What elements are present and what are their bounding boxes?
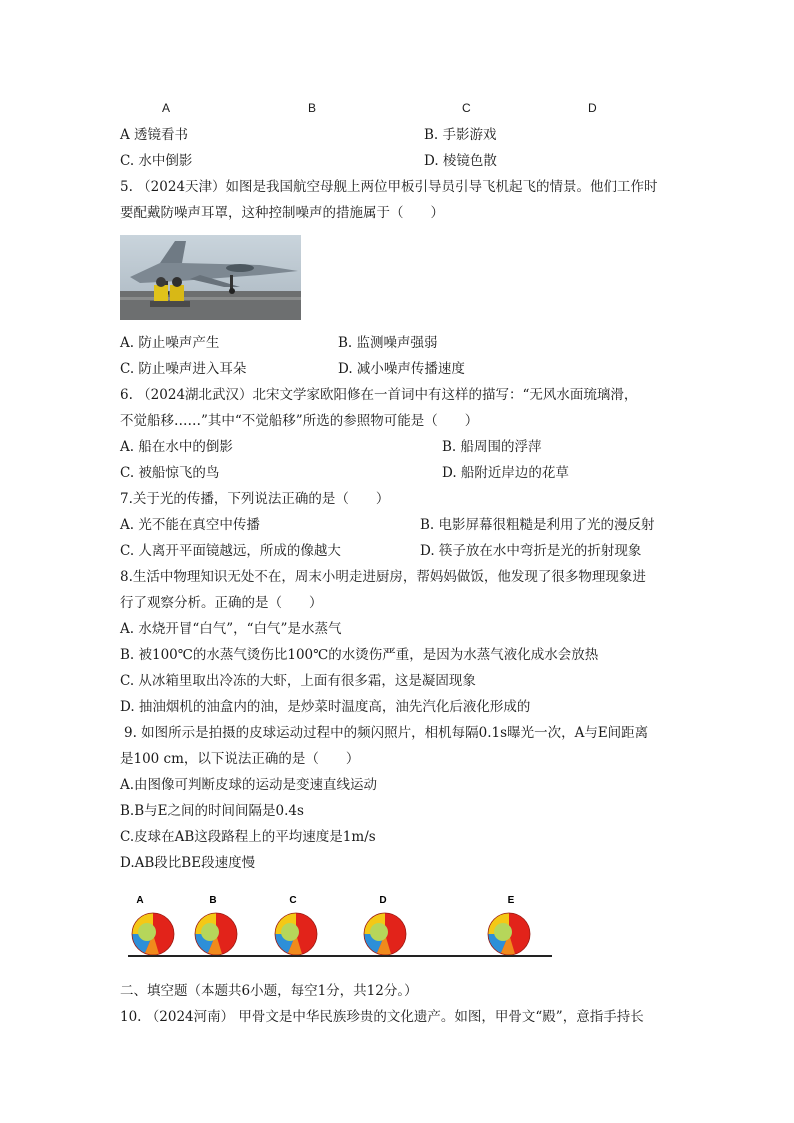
q5-stem-line2: 要配戴防噪声耳罩，这种控制噪声的措施属于（ ） [120, 205, 444, 221]
q6-option-a: A. 船在水中的倒影 [120, 439, 233, 455]
q6-option-c: C. 被船惊飞的鸟 [120, 465, 220, 481]
ball-e [488, 913, 530, 955]
jet-on-deck-illustration [120, 235, 301, 320]
q5-option-a: A. 防止噪声产生 [120, 335, 220, 351]
option-image-label-d: D [588, 101, 597, 115]
ball-label-d: D [379, 895, 387, 906]
ball-label-c: C [289, 895, 297, 906]
ball-label-a: A [136, 895, 144, 906]
ball-c [275, 913, 317, 955]
q9-option-a: A.由图像可判断皮球的运动是变速直线运动 [120, 777, 378, 793]
q7-stem: 7.关于光的传播，下列说法正确的是（ ） [120, 491, 390, 507]
q5-option-d: D. 减小噪声传播速度 [338, 361, 465, 377]
q4-option-d: D. 棱镜色散 [424, 153, 497, 169]
q4-option-a: A 透镜看书 [120, 127, 189, 143]
ball-label-e: E [507, 895, 515, 906]
q8-option-d: D. 抽油烟机的油盒内的油，是炒菜时温度高，油先汽化后液化形成的 [120, 699, 531, 715]
q6-stem-line1: 6. （2024湖北武汉）北宋文学家欧阳修在一首词中有这样的描写：“无风水面琉璃滑， [120, 387, 638, 403]
q8-option-b: B. 被100℃的水蒸气烫伤比100℃的水烫伤严重，是因为水蒸气液化成水会放热 [120, 647, 599, 663]
option-image-label-c: C [462, 101, 471, 115]
q9-option-c: C.皮球在AB这段路程上的平均速度是1m/s [120, 829, 376, 845]
option-image-label-b: B [308, 101, 317, 115]
q7-option-a: A. 光不能在真空中传播 [120, 517, 260, 533]
q7-option-d: D. 筷子放在水中弯折是光的折射现象 [420, 543, 642, 559]
q9-option-b: B.B与E之间的时间间隔是0.4s [120, 803, 304, 819]
q9-stem-line1: 9. 如图所示是拍摄的皮球运动过程中的频闪照片，相机每隔0.1s曝光一次，A与E间距离 [124, 725, 649, 741]
q6-option-d: D. 船附近岸边的花草 [442, 465, 569, 481]
q8-option-c: C. 从冰箱里取出冷冻的大虾，上面有很多霜，这是凝固现象 [120, 673, 476, 689]
ball-a [132, 913, 174, 955]
q8-stem-line2: 行了观察分析。正确的是（ ） [120, 595, 323, 611]
q10-stem-line1: 10. （2024河南） 甲骨文是中华民族珍贵的文化遗产。如图，甲骨文“殿”，意指手持长 [120, 1009, 644, 1025]
q4-option-c: C. 水中倒影 [120, 153, 193, 169]
q8-option-a: A. 水烧开冒“白气”，“白气”是水蒸气 [120, 621, 342, 637]
q9-stem-line2: 是100 cm，以下说法正确的是（ ） [120, 751, 360, 767]
ball-d [364, 913, 406, 955]
q6-stem-line2: 不觉船移……”其中“不觉船移”所选的参照物可能是（ ） [120, 413, 479, 429]
q9-option-d: D.AB段比BE段速度慢 [120, 855, 256, 871]
q5-option-c: C. 防止噪声进入耳朵 [120, 361, 247, 377]
section-two-heading: 二、填空题（本题共6小题，每空1分，共12分。） [120, 983, 418, 999]
q8-stem-line1: 8.生活中物理知识无处不在，周末小明走进厨房，帮妈妈做饭，他发现了很多物理现象进 [120, 569, 646, 585]
q7-option-b: B. 电影屏幕很粗糙是利用了光的漫反射 [420, 517, 655, 533]
aircraft-carrier-photo [120, 235, 301, 320]
ball-label-b: B [209, 895, 217, 906]
q7-option-c: C. 人离开平面镜越远，所成的像越大 [120, 543, 341, 559]
strobe-photo-figure [120, 890, 560, 970]
option-image-label-a: A [162, 101, 171, 115]
q5-option-b: B. 监测噪声强弱 [338, 335, 438, 351]
q6-option-b: B. 船周围的浮萍 [442, 439, 542, 455]
ball-b [195, 913, 237, 955]
q4-option-b: B. 手影游戏 [424, 127, 497, 143]
q5-stem-line1: 5. （2024天津）如图是我国航空母舰上两位甲板引导员引导飞机起飞的情景。他们工作时 [120, 179, 658, 195]
